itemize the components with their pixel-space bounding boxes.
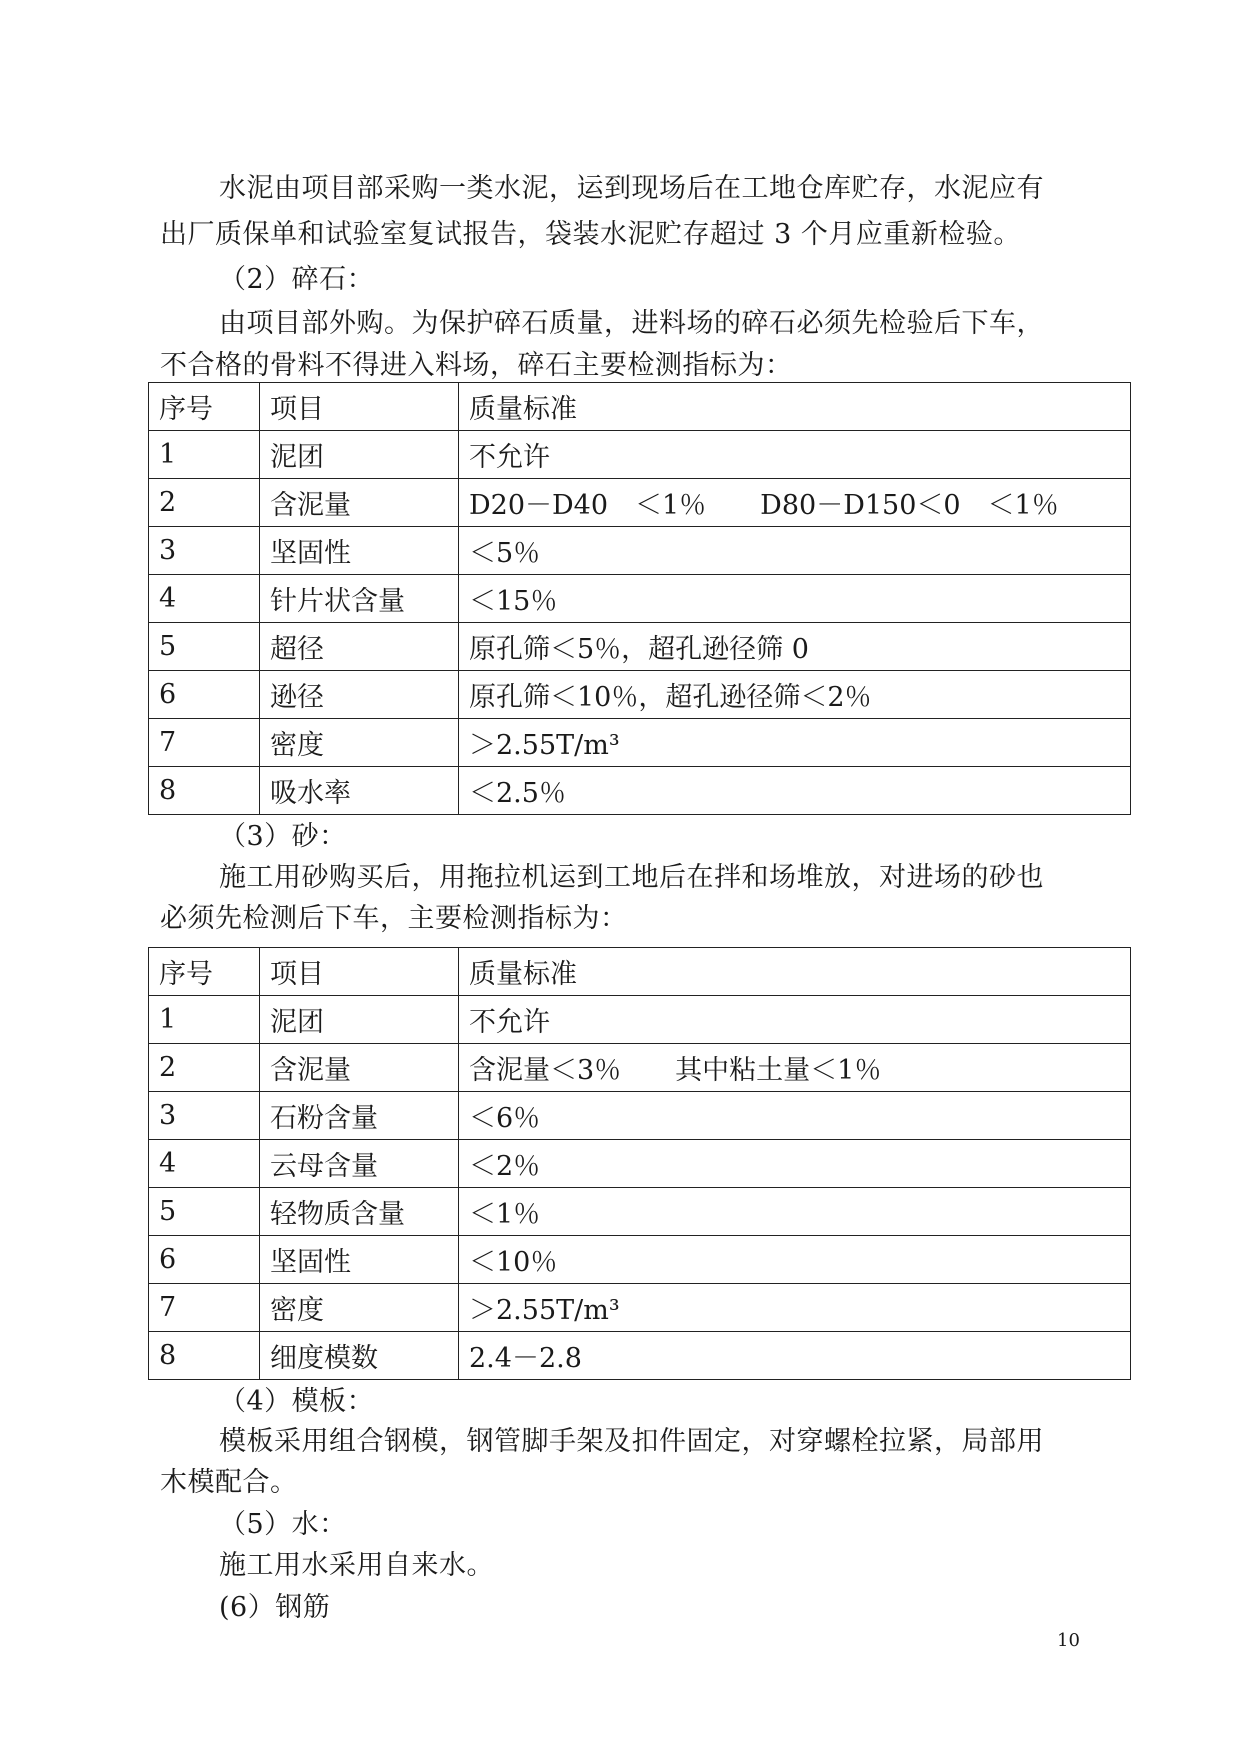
table-row (149, 1284, 1131, 1332)
table-cell: ＜10％ (459, 1236, 1131, 1284)
table-cell: ＜6％ (459, 1092, 1131, 1140)
table-row (149, 996, 1131, 1044)
paragraph-cement-line2: 出厂质保单和试验室复试报告，袋装水泥贮存超过 3 个月应重新检验。 (160, 219, 1021, 250)
table-cell: 逊径 (260, 671, 459, 719)
table-row (149, 575, 1131, 623)
table-row (149, 1044, 1131, 1092)
header-cell: 序号 (149, 383, 260, 431)
table-cell: ＜5％ (459, 527, 1131, 575)
table-cell: 泥团 (260, 431, 459, 479)
table-cell: 2 (149, 479, 260, 527)
table-cell: 云母含量 (260, 1140, 459, 1188)
table-cell: 1 (149, 996, 260, 1044)
table-cell: 密度 (260, 719, 459, 767)
table-row (149, 1236, 1131, 1284)
table-cell: ＜1％ (459, 1188, 1131, 1236)
table-row (149, 1188, 1131, 1236)
table-cell: 坚固性 (260, 527, 459, 575)
header-cell: 质量标准 (459, 948, 1131, 996)
gravel-spec-table (148, 382, 1131, 815)
table-cell: ＜2％ (459, 1140, 1131, 1188)
paragraph-formwork-line1: 模板采用组合钢模，钢管脚手架及扣件固定，对穿螺栓拉紧，局部用 (219, 1426, 1044, 1457)
paragraph-gravel-line2: 不合格的骨料不得进入料场，碎石主要检测指标为： (160, 350, 793, 381)
table-cell: 超径 (260, 623, 459, 671)
table-cell: 细度模数 (260, 1332, 459, 1380)
table-cell: ＜2.5％ (459, 767, 1131, 815)
heading-rebar: (6）钢筋 (219, 1592, 331, 1623)
table-cell: 密度 (260, 1284, 459, 1332)
table-cell: 2 (149, 1044, 260, 1092)
table-header-row (149, 383, 1131, 431)
heading-gravel: （2）碎石： (219, 264, 375, 295)
table-cell: 3 (149, 1092, 260, 1140)
heading-sand: （3）砂： (219, 821, 347, 852)
table-cell: 含泥量＜3％ 其中粘土量＜1％ (459, 1044, 1131, 1092)
table-cell: 7 (149, 1284, 260, 1332)
table-cell: 6 (149, 1236, 260, 1284)
table-cell: 吸水率 (260, 767, 459, 815)
heading-formwork: （4）模板： (219, 1386, 375, 1417)
table-row (149, 479, 1131, 527)
table-row (149, 1140, 1131, 1188)
table-cell: 泥团 (260, 996, 459, 1044)
table-cell: ＜15％ (459, 575, 1131, 623)
table-cell: 轻物质含量 (260, 1188, 459, 1236)
table-cell: 3 (149, 527, 260, 575)
table-cell: 5 (149, 623, 260, 671)
table-cell: 4 (149, 575, 260, 623)
paragraph-cement-line1: 水泥由项目部采购一类水泥，运到现场后在工地仓库贮存，水泥应有 (219, 173, 1044, 204)
table-cell: 6 (149, 671, 260, 719)
table-row (149, 623, 1131, 671)
table-cell: 7 (149, 719, 260, 767)
paragraph-gravel-line1: 由项目部外购。为保护碎石质量，进料场的碎石必须先检验后下车， (219, 308, 1044, 339)
header-cell: 项目 (260, 948, 459, 996)
table-cell: 含泥量 (260, 479, 459, 527)
table-cell: 不允许 (459, 996, 1131, 1044)
sand-spec-table (148, 947, 1131, 1380)
table-row (149, 1092, 1131, 1140)
header-cell: 项目 (260, 383, 459, 431)
table-row (149, 1332, 1131, 1380)
table-cell: 5 (149, 1188, 260, 1236)
table-cell: 1 (149, 431, 260, 479)
paragraph-formwork-line2: 木模配合。 (160, 1467, 298, 1498)
header-cell: 序号 (149, 948, 260, 996)
paragraph-sand-line2: 必须先检测后下车，主要检测指标为： (160, 903, 628, 934)
table-cell: 8 (149, 767, 260, 815)
table-cell: 含泥量 (260, 1044, 459, 1092)
table-cell: ＞2.55T/m³ (459, 719, 1131, 767)
paragraph-sand-line1: 施工用砂购买后，用拖拉机运到工地后在拌和场堆放，对进场的砂也 (219, 862, 1044, 893)
table-cell: D20－D40 ＜1％ D80－D150＜0 ＜1％ (459, 479, 1131, 527)
table-cell: 2.4－2.8 (459, 1332, 1131, 1380)
table-cell: 坚固性 (260, 1236, 459, 1284)
table-row (149, 671, 1131, 719)
table-row (149, 719, 1131, 767)
table-row (149, 431, 1131, 479)
table-row (149, 527, 1131, 575)
table-cell: ＞2.55T/m³ (459, 1284, 1131, 1332)
table-cell: 原孔筛＜10％，超孔逊径筛＜2％ (459, 671, 1131, 719)
heading-water: （5）水： (219, 1509, 347, 1540)
table-cell: 4 (149, 1140, 260, 1188)
table-cell: 石粉含量 (260, 1092, 459, 1140)
page-number: 10 (1057, 1630, 1080, 1651)
table-cell: 原孔筛＜5％，超孔逊径筛 0 (459, 623, 1131, 671)
paragraph-water: 施工用水采用自来水。 (219, 1550, 494, 1581)
table-header-row (149, 948, 1131, 996)
table-cell: 8 (149, 1332, 260, 1380)
header-cell: 质量标准 (459, 383, 1131, 431)
table-row (149, 767, 1131, 815)
table-cell: 针片状含量 (260, 575, 459, 623)
table-cell: 不允许 (459, 431, 1131, 479)
